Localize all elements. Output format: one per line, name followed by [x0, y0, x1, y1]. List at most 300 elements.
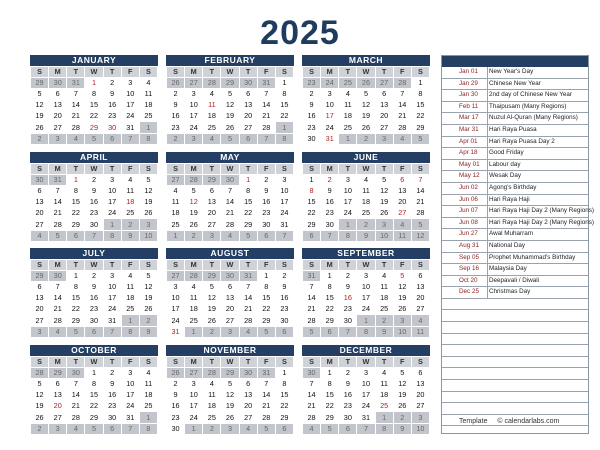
- day-cell: 30: [85, 219, 103, 230]
- weekday-label: T: [375, 67, 393, 78]
- adjacent-day-cell: 1: [139, 122, 157, 133]
- holiday-name: Hari Raya Haji: [489, 195, 530, 203]
- day-cell: 30: [303, 133, 321, 144]
- day-cell: 22: [321, 304, 339, 315]
- weekday-label: T: [375, 260, 393, 271]
- weekday-label: T: [67, 164, 85, 175]
- month-september: [302, 248, 430, 338]
- day-cell: 29: [67, 315, 85, 326]
- day-cell: 24: [339, 208, 357, 219]
- day-cell: 16: [85, 197, 103, 208]
- day-cell: 27: [375, 122, 393, 133]
- adjacent-day-cell: 1: [375, 412, 393, 423]
- day-cell: 15: [303, 197, 321, 208]
- day-cell: 22: [67, 304, 85, 315]
- day-cell: 29: [67, 219, 85, 230]
- holiday-row: [442, 113, 588, 125]
- adjacent-day-cell: 2: [185, 230, 203, 241]
- day-cell: 13: [31, 197, 49, 208]
- adjacent-day-cell: 3: [375, 133, 393, 144]
- weekday-label: M: [49, 164, 67, 175]
- day-cell: 4: [339, 89, 357, 100]
- adjacent-day-cell: 4: [31, 230, 49, 241]
- day-cell: 16: [103, 100, 121, 111]
- month-title: DECEMBER: [302, 345, 430, 356]
- weekday-label: M: [185, 67, 203, 78]
- day-cell: 9: [167, 390, 185, 401]
- weekday-label: T: [239, 67, 257, 78]
- day-cell: 2: [339, 271, 357, 282]
- adjacent-day-cell: 30: [221, 271, 239, 282]
- day-cell: 5: [31, 89, 49, 100]
- adjacent-day-cell: 4: [411, 315, 429, 326]
- day-cell: 21: [49, 208, 67, 219]
- weekday-label: F: [121, 67, 139, 78]
- adjacent-day-cell: 1: [339, 219, 357, 230]
- holiday-date: Sep 05: [459, 253, 479, 261]
- day-cell: 8: [67, 282, 85, 293]
- month-title: FEBRUARY: [166, 55, 294, 66]
- adjacent-day-cell: 4: [67, 133, 85, 144]
- day-cell: 12: [393, 282, 411, 293]
- day-cell: 17: [357, 390, 375, 401]
- day-cell: 26: [393, 304, 411, 315]
- adjacent-day-cell: 1: [357, 315, 375, 326]
- weekday-label: T: [103, 67, 121, 78]
- day-cell: 2: [103, 78, 121, 89]
- day-cell: 11: [139, 379, 157, 390]
- weekday-label: T: [339, 260, 357, 271]
- day-cell: 10: [121, 379, 139, 390]
- weekday-label: S: [167, 67, 185, 78]
- day-cell: 2: [85, 271, 103, 282]
- adjacent-day-cell: 30: [239, 368, 257, 379]
- day-cell: 14: [239, 293, 257, 304]
- weekday-label: M: [185, 164, 203, 175]
- holiday-date: Apr 18: [459, 149, 478, 157]
- day-cell: 24: [103, 304, 121, 315]
- day-cell: 1: [257, 271, 275, 282]
- day-cell: 21: [67, 111, 85, 122]
- adjacent-day-cell: 30: [303, 368, 321, 379]
- day-cell: 9: [85, 282, 103, 293]
- adjacent-day-cell: 28: [203, 78, 221, 89]
- day-cell: 26: [221, 412, 239, 423]
- adjacent-day-cell: 30: [31, 175, 49, 186]
- day-cell: 27: [239, 122, 257, 133]
- weekday-label: M: [321, 260, 339, 271]
- holiday-date: Apr 01: [459, 137, 478, 145]
- day-cell: 19: [357, 111, 375, 122]
- day-cell: 29: [257, 315, 275, 326]
- adjacent-day-cell: 29: [221, 78, 239, 89]
- adjacent-day-cell: 4: [239, 326, 257, 337]
- holiday-date: Jun 06: [459, 195, 478, 203]
- day-cell: 5: [139, 175, 157, 186]
- day-cell: 4: [185, 282, 203, 293]
- day-cell: 4: [139, 368, 157, 379]
- day-cell: 11: [375, 282, 393, 293]
- day-cell: 22: [239, 208, 257, 219]
- adjacent-day-cell: 29: [221, 368, 239, 379]
- weekday-label: T: [239, 357, 257, 368]
- day-cell: 27: [31, 315, 49, 326]
- day-cell: 6: [49, 379, 67, 390]
- day-cell: 28: [49, 219, 67, 230]
- day-cell: 21: [303, 304, 321, 315]
- day-cell: 15: [85, 100, 103, 111]
- adjacent-day-cell: 5: [239, 230, 257, 241]
- day-cell: 13: [375, 100, 393, 111]
- day-cell: 19: [221, 111, 239, 122]
- empty-row: [442, 322, 588, 334]
- day-cell: 24: [185, 122, 203, 133]
- weekday-label: F: [121, 357, 139, 368]
- weekday-label: W: [357, 357, 375, 368]
- day-cell: 24: [103, 208, 121, 219]
- day-cell: 28: [67, 122, 85, 133]
- day-cell: 18: [121, 197, 139, 208]
- weekday-label: T: [375, 357, 393, 368]
- day-cell: 19: [221, 401, 239, 412]
- day-cell: 30: [275, 315, 293, 326]
- day-cell: 20: [411, 390, 429, 401]
- day-cell: 15: [257, 293, 275, 304]
- day-cell: 8: [257, 282, 275, 293]
- weekday-label: M: [185, 357, 203, 368]
- day-cell: 15: [85, 390, 103, 401]
- day-cell: 29: [411, 122, 429, 133]
- month-title: JUNE: [302, 152, 430, 163]
- day-cell: 17: [275, 197, 293, 208]
- day-cell: 25: [375, 401, 393, 412]
- day-cell: 15: [411, 100, 429, 111]
- empty-row: [442, 310, 588, 322]
- day-cell: 19: [139, 293, 157, 304]
- day-cell: 13: [411, 282, 429, 293]
- adjacent-day-cell: 2: [357, 219, 375, 230]
- day-cell: 30: [167, 423, 185, 434]
- adjacent-day-cell: 9: [393, 423, 411, 434]
- month-title: OCTOBER: [30, 345, 158, 356]
- adjacent-day-cell: 8: [339, 230, 357, 241]
- adjacent-day-cell: 1: [339, 133, 357, 144]
- holiday-date: Sep 16: [459, 265, 479, 273]
- adjacent-day-cell: 27: [185, 78, 203, 89]
- day-cell: 20: [239, 401, 257, 412]
- holiday-date: May 12: [459, 172, 480, 180]
- day-cell: 28: [67, 412, 85, 423]
- day-cell: 18: [203, 111, 221, 122]
- weekday-label: W: [357, 67, 375, 78]
- day-cell: 20: [31, 208, 49, 219]
- weekday-label: S: [139, 164, 157, 175]
- day-cell: 19: [31, 111, 49, 122]
- day-cell: 26: [139, 208, 157, 219]
- holiday-date: Mar 17: [459, 114, 479, 122]
- day-cell: 12: [31, 100, 49, 111]
- day-cell: 16: [103, 390, 121, 401]
- day-cell: 6: [49, 89, 67, 100]
- day-cell: 10: [103, 282, 121, 293]
- weekday-label: W: [221, 67, 239, 78]
- day-cell: 26: [139, 304, 157, 315]
- adjacent-day-cell: 2: [31, 133, 49, 144]
- day-cell: 12: [185, 197, 203, 208]
- day-cell: 2: [257, 175, 275, 186]
- day-cell: 12: [393, 379, 411, 390]
- day-cell: 14: [393, 100, 411, 111]
- adjacent-day-cell: 23: [303, 78, 321, 89]
- holiday-name: 2nd day of Chinese New Year: [489, 91, 572, 99]
- adjacent-day-cell: 3: [221, 423, 239, 434]
- day-cell: 9: [339, 282, 357, 293]
- adjacent-day-cell: 30: [49, 78, 67, 89]
- adjacent-day-cell: 5: [257, 326, 275, 337]
- holiday-name: Thaipusam (Many Regions): [489, 102, 567, 110]
- day-cell: 12: [31, 390, 49, 401]
- day-cell: 14: [303, 293, 321, 304]
- day-cell: 13: [411, 379, 429, 390]
- adjacent-day-cell: 6: [339, 423, 357, 434]
- adjacent-day-cell: 9: [357, 230, 375, 241]
- day-cell: 3: [357, 368, 375, 379]
- weekday-label: M: [321, 357, 339, 368]
- day-cell: 24: [185, 412, 203, 423]
- day-cell: 9: [339, 379, 357, 390]
- day-cell: 17: [321, 111, 339, 122]
- adjacent-day-cell: 28: [393, 78, 411, 89]
- adjacent-day-cell: 29: [31, 271, 49, 282]
- day-cell: 8: [411, 89, 429, 100]
- adjacent-day-cell: 11: [393, 230, 411, 241]
- day-cell: 28: [221, 219, 239, 230]
- day-cell: 21: [49, 304, 67, 315]
- day-cell: 25: [139, 401, 157, 412]
- day-cell: 6: [221, 282, 239, 293]
- day-cell: 16: [303, 111, 321, 122]
- day-cell: 25: [357, 208, 375, 219]
- day-cell: 22: [85, 401, 103, 412]
- day-cell: 4: [375, 271, 393, 282]
- holiday-date: Jan 30: [459, 91, 478, 99]
- adjacent-day-cell: 30: [67, 368, 85, 379]
- footer-credit: © calendarlabs.com: [497, 418, 560, 425]
- weekday-label: F: [257, 357, 275, 368]
- adjacent-day-cell: 7: [321, 230, 339, 241]
- day-cell: 26: [31, 412, 49, 423]
- holiday-date: Jun 27: [459, 230, 478, 238]
- day-cell: 5: [221, 379, 239, 390]
- weekday-label: S: [411, 357, 429, 368]
- day-cell: 23: [275, 304, 293, 315]
- day-cell: 13: [49, 390, 67, 401]
- adjacent-day-cell: 5: [411, 133, 429, 144]
- weekday-label: S: [275, 67, 293, 78]
- day-cell: 4: [167, 186, 185, 197]
- weekday-label: S: [411, 164, 429, 175]
- adjacent-day-cell: 7: [357, 423, 375, 434]
- holiday-row: [442, 195, 588, 207]
- adjacent-day-cell: 12: [411, 230, 429, 241]
- weekday-label: S: [411, 67, 429, 78]
- day-cell: 7: [303, 379, 321, 390]
- day-cell: 15: [275, 100, 293, 111]
- adjacent-day-cell: 3: [375, 219, 393, 230]
- holiday-list: [441, 55, 594, 434]
- day-cell: 27: [239, 412, 257, 423]
- weekday-label: W: [357, 260, 375, 271]
- day-cell: 7: [49, 186, 67, 197]
- month-may: [166, 152, 294, 242]
- month-march: [302, 55, 430, 145]
- weekday-label: S: [167, 164, 185, 175]
- day-cell: 12: [203, 293, 221, 304]
- holiday-date: Mar 31: [459, 125, 479, 133]
- day-cell: 22: [321, 401, 339, 412]
- adjacent-day-cell: 28: [203, 368, 221, 379]
- day-cell: 24: [167, 315, 185, 326]
- adjacent-day-cell: 2: [357, 133, 375, 144]
- adjacent-day-cell: 5: [303, 326, 321, 337]
- day-cell: 1: [275, 78, 293, 89]
- day-cell: 14: [67, 390, 85, 401]
- day-cell: 1: [67, 271, 85, 282]
- holiday-row: [442, 206, 594, 218]
- day-cell: 1: [85, 368, 103, 379]
- adjacent-day-cell: 29: [31, 78, 49, 89]
- day-cell: 12: [221, 100, 239, 111]
- day-cell: 9: [275, 282, 293, 293]
- holiday-list-header: [442, 56, 588, 67]
- month-title: JULY: [30, 248, 158, 259]
- holiday-row: [442, 148, 588, 160]
- month-title: MAY: [166, 152, 294, 163]
- adjacent-day-cell: 7: [339, 326, 357, 337]
- weekday-label: F: [393, 67, 411, 78]
- month-title: APRIL: [30, 152, 158, 163]
- adjacent-day-cell: 29: [49, 368, 67, 379]
- day-cell: 30: [321, 219, 339, 230]
- month-title: SEPTEMBER: [302, 248, 430, 259]
- day-cell: 1: [303, 175, 321, 186]
- adjacent-day-cell: 8: [357, 326, 375, 337]
- day-cell: 10: [357, 282, 375, 293]
- weekday-label: M: [185, 260, 203, 271]
- adjacent-day-cell: 24: [321, 78, 339, 89]
- adjacent-day-cell: 10: [375, 230, 393, 241]
- weekday-label: M: [49, 67, 67, 78]
- month-title: JANUARY: [30, 55, 158, 66]
- day-cell: 31: [357, 412, 375, 423]
- day-cell: 13: [49, 100, 67, 111]
- holiday-name: Deepavali / Diwali: [489, 276, 540, 284]
- day-cell: 31: [275, 219, 293, 230]
- day-cell: 3: [321, 89, 339, 100]
- day-cell: 25: [185, 315, 203, 326]
- holiday-name: Nuzul Al-Quran (Many Regions): [489, 114, 578, 122]
- day-cell: 10: [185, 100, 203, 111]
- adjacent-day-cell: 3: [203, 230, 221, 241]
- day-cell: 6: [31, 282, 49, 293]
- day-cell: 11: [185, 293, 203, 304]
- day-cell: 6: [393, 175, 411, 186]
- holiday-name: Hari Raya Puasa: [489, 125, 537, 133]
- day-cell: 12: [139, 186, 157, 197]
- weekday-label: F: [257, 260, 275, 271]
- weekday-label: M: [49, 357, 67, 368]
- day-cell: 25: [203, 122, 221, 133]
- day-cell: 20: [375, 111, 393, 122]
- holiday-row: [442, 218, 594, 230]
- adjacent-day-cell: 3: [411, 412, 429, 423]
- day-cell: 5: [31, 379, 49, 390]
- weekday-label: S: [303, 260, 321, 271]
- day-cell: 3: [167, 282, 185, 293]
- day-cell: 13: [221, 293, 239, 304]
- adjacent-day-cell: 2: [393, 412, 411, 423]
- day-cell: 7: [257, 89, 275, 100]
- day-cell: 3: [275, 175, 293, 186]
- month-november: [166, 345, 294, 435]
- day-cell: 10: [185, 390, 203, 401]
- adjacent-day-cell: 4: [239, 423, 257, 434]
- day-cell: 15: [67, 197, 85, 208]
- day-cell: 25: [139, 111, 157, 122]
- adjacent-day-cell: 8: [121, 326, 139, 337]
- adjacent-day-cell: 6: [85, 326, 103, 337]
- day-cell: 24: [121, 111, 139, 122]
- adjacent-day-cell: 28: [31, 368, 49, 379]
- day-cell: 17: [121, 100, 139, 111]
- day-cell: 6: [411, 368, 429, 379]
- day-cell: 19: [375, 197, 393, 208]
- month-january: [30, 55, 158, 145]
- day-cell: 18: [139, 100, 157, 111]
- day-cell: 9: [167, 100, 185, 111]
- day-cell: 18: [167, 208, 185, 219]
- holiday-row: [442, 241, 588, 253]
- day-cell: 2: [275, 271, 293, 282]
- holiday-name: Good Friday: [489, 149, 524, 157]
- day-cell: 11: [375, 379, 393, 390]
- day-cell: 19: [203, 304, 221, 315]
- adjacent-day-cell: 7: [275, 230, 293, 241]
- day-cell: 1: [67, 175, 85, 186]
- holiday-date: May 01: [459, 160, 480, 168]
- day-cell: 14: [49, 197, 67, 208]
- day-cell: 15: [321, 390, 339, 401]
- day-cell: 5: [139, 271, 157, 282]
- adjacent-day-cell: 1: [139, 412, 157, 423]
- adjacent-day-cell: 5: [221, 133, 239, 144]
- adjacent-day-cell: 8: [275, 133, 293, 144]
- weekday-label: S: [31, 164, 49, 175]
- holiday-row: [442, 67, 588, 79]
- day-cell: 20: [393, 197, 411, 208]
- page-title: 2025: [260, 14, 340, 52]
- day-cell: 6: [375, 89, 393, 100]
- day-cell: 6: [31, 186, 49, 197]
- day-cell: 27: [31, 219, 49, 230]
- day-cell: 19: [393, 390, 411, 401]
- day-cell: 31: [121, 122, 139, 133]
- holiday-date: Jan 29: [459, 79, 478, 87]
- adjacent-day-cell: 1: [185, 423, 203, 434]
- weekday-label: T: [239, 260, 257, 271]
- day-cell: 21: [67, 401, 85, 412]
- holiday-row: [442, 102, 588, 114]
